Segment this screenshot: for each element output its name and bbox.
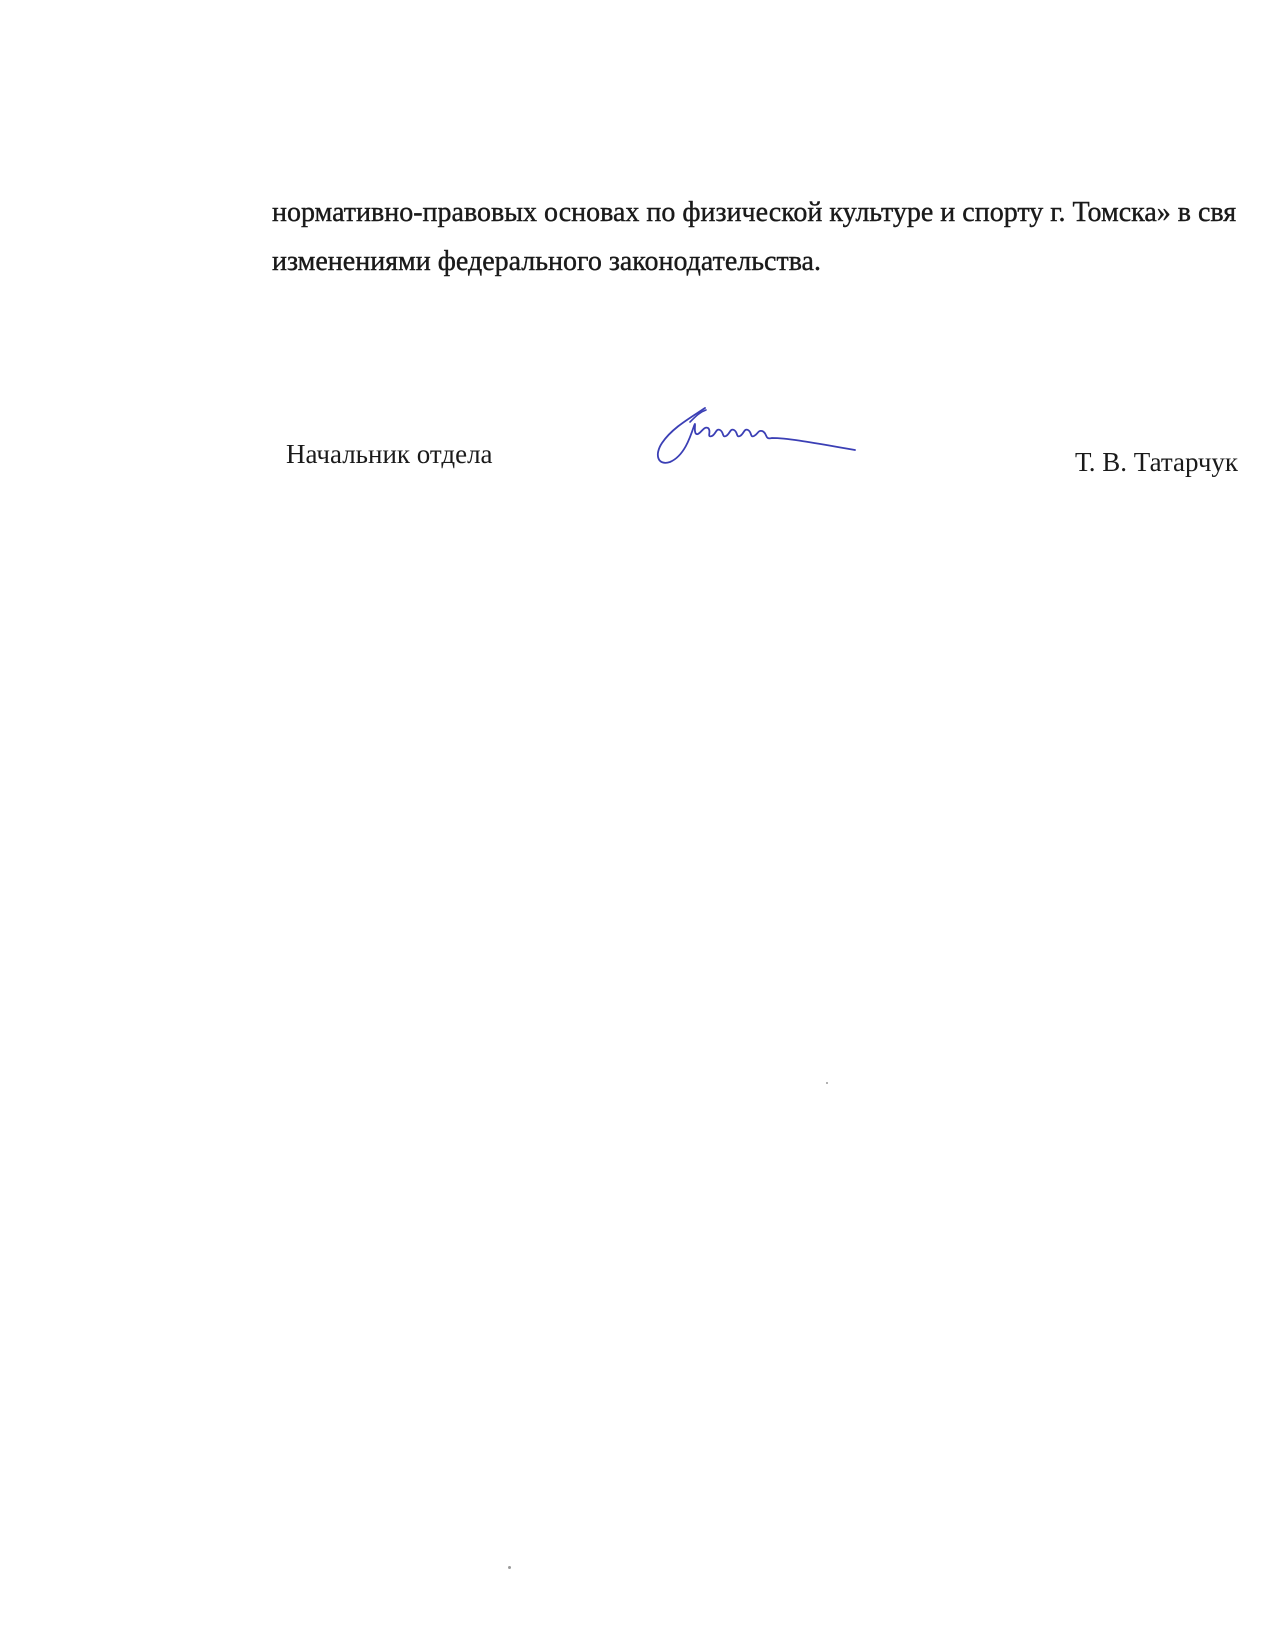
- scan-speck: [508, 1566, 511, 1569]
- paragraph-line-1: нормативно-правовых основах по физической культуре и спорту г. Томска» в свя: [272, 197, 1237, 228]
- paragraph-line-2: изменениями федерального законодательства.: [272, 246, 821, 277]
- handwritten-signature: [650, 398, 890, 488]
- paragraph-continuation: [272, 188, 1275, 286]
- signatory-name: Т. В. Татарчук: [1075, 447, 1239, 477]
- signatory-position-title: Начальник отдела: [286, 439, 493, 469]
- scan-speck: [826, 1082, 828, 1084]
